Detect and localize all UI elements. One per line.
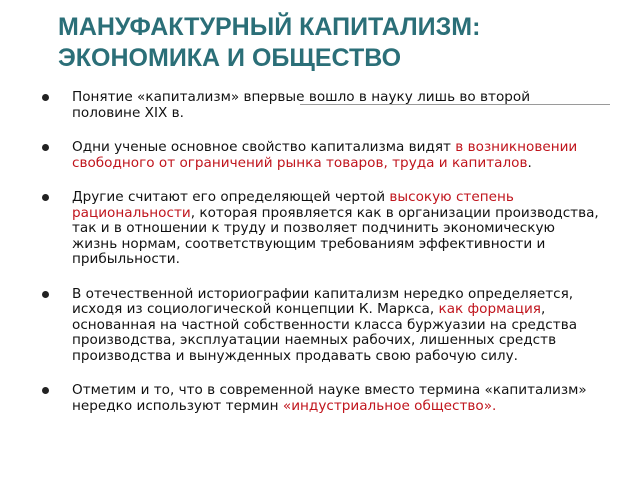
bullet-text: В отечественной историографии капитализм нередко определяется, исходя из социологической концепции К. Маркса, — [72, 285, 574, 317]
slide-title-line2: ЭКОНОМИКА И ОБЩЕСТВО — [58, 44, 402, 72]
bullet-text: Другие считают его определяющей чертой — [72, 189, 390, 205]
bullet-text: Отметим и то, что в современной науке вместо термина «капитализм» нередко используют термин — [72, 382, 587, 414]
bullet-dot-icon — [42, 144, 49, 151]
bullet-list — [40, 90, 600, 414]
bullet-highlight: высокую степень рациональности — [72, 189, 514, 221]
bullet-highlight: как формация — [438, 301, 541, 317]
bullet-dot-icon — [42, 94, 49, 101]
bullet-text-tail: . — [527, 154, 532, 171]
slide-title-line1: МАНУФАКТУРНЫЙ КАПИТАЛИЗМ: — [58, 13, 481, 41]
slide-title — [58, 12, 628, 74]
bullet-item — [40, 383, 600, 414]
bullet-text-tail: , которая проявляется как в организации производства, так и в отношении к труду и позволяет подчинить экономическую жизнь нормам, соответствующим требованиям эффективности и прибыльности. — [72, 204, 599, 267]
bullet-highlight: в возникновении свободного от ограничений рынка товаров, труда и капиталов — [72, 139, 578, 171]
bullet-text-tail: , основанная на частной собственности класса буржуазии на средства производства, эксплуатации наемных рабочих, лишенных средств производства и вынужденных продавать свою рабочую силу. — [72, 301, 578, 364]
bullet-text: Одни ученые основное свойство капитализма видят — [72, 139, 456, 155]
bullet-dot-icon — [42, 387, 49, 394]
bullet-item — [40, 287, 600, 365]
bullet-item — [40, 90, 600, 121]
bullet-item — [40, 190, 600, 268]
bullet-text: Понятие «капитализм» впервые вошло в науку лишь во второй половине XIX в. — [72, 89, 531, 121]
bullet-dot-icon — [42, 194, 49, 201]
bullet-dot-icon — [42, 291, 49, 298]
bullet-item — [40, 140, 600, 171]
bullet-highlight: «индустриальное общество». — [282, 397, 497, 414]
